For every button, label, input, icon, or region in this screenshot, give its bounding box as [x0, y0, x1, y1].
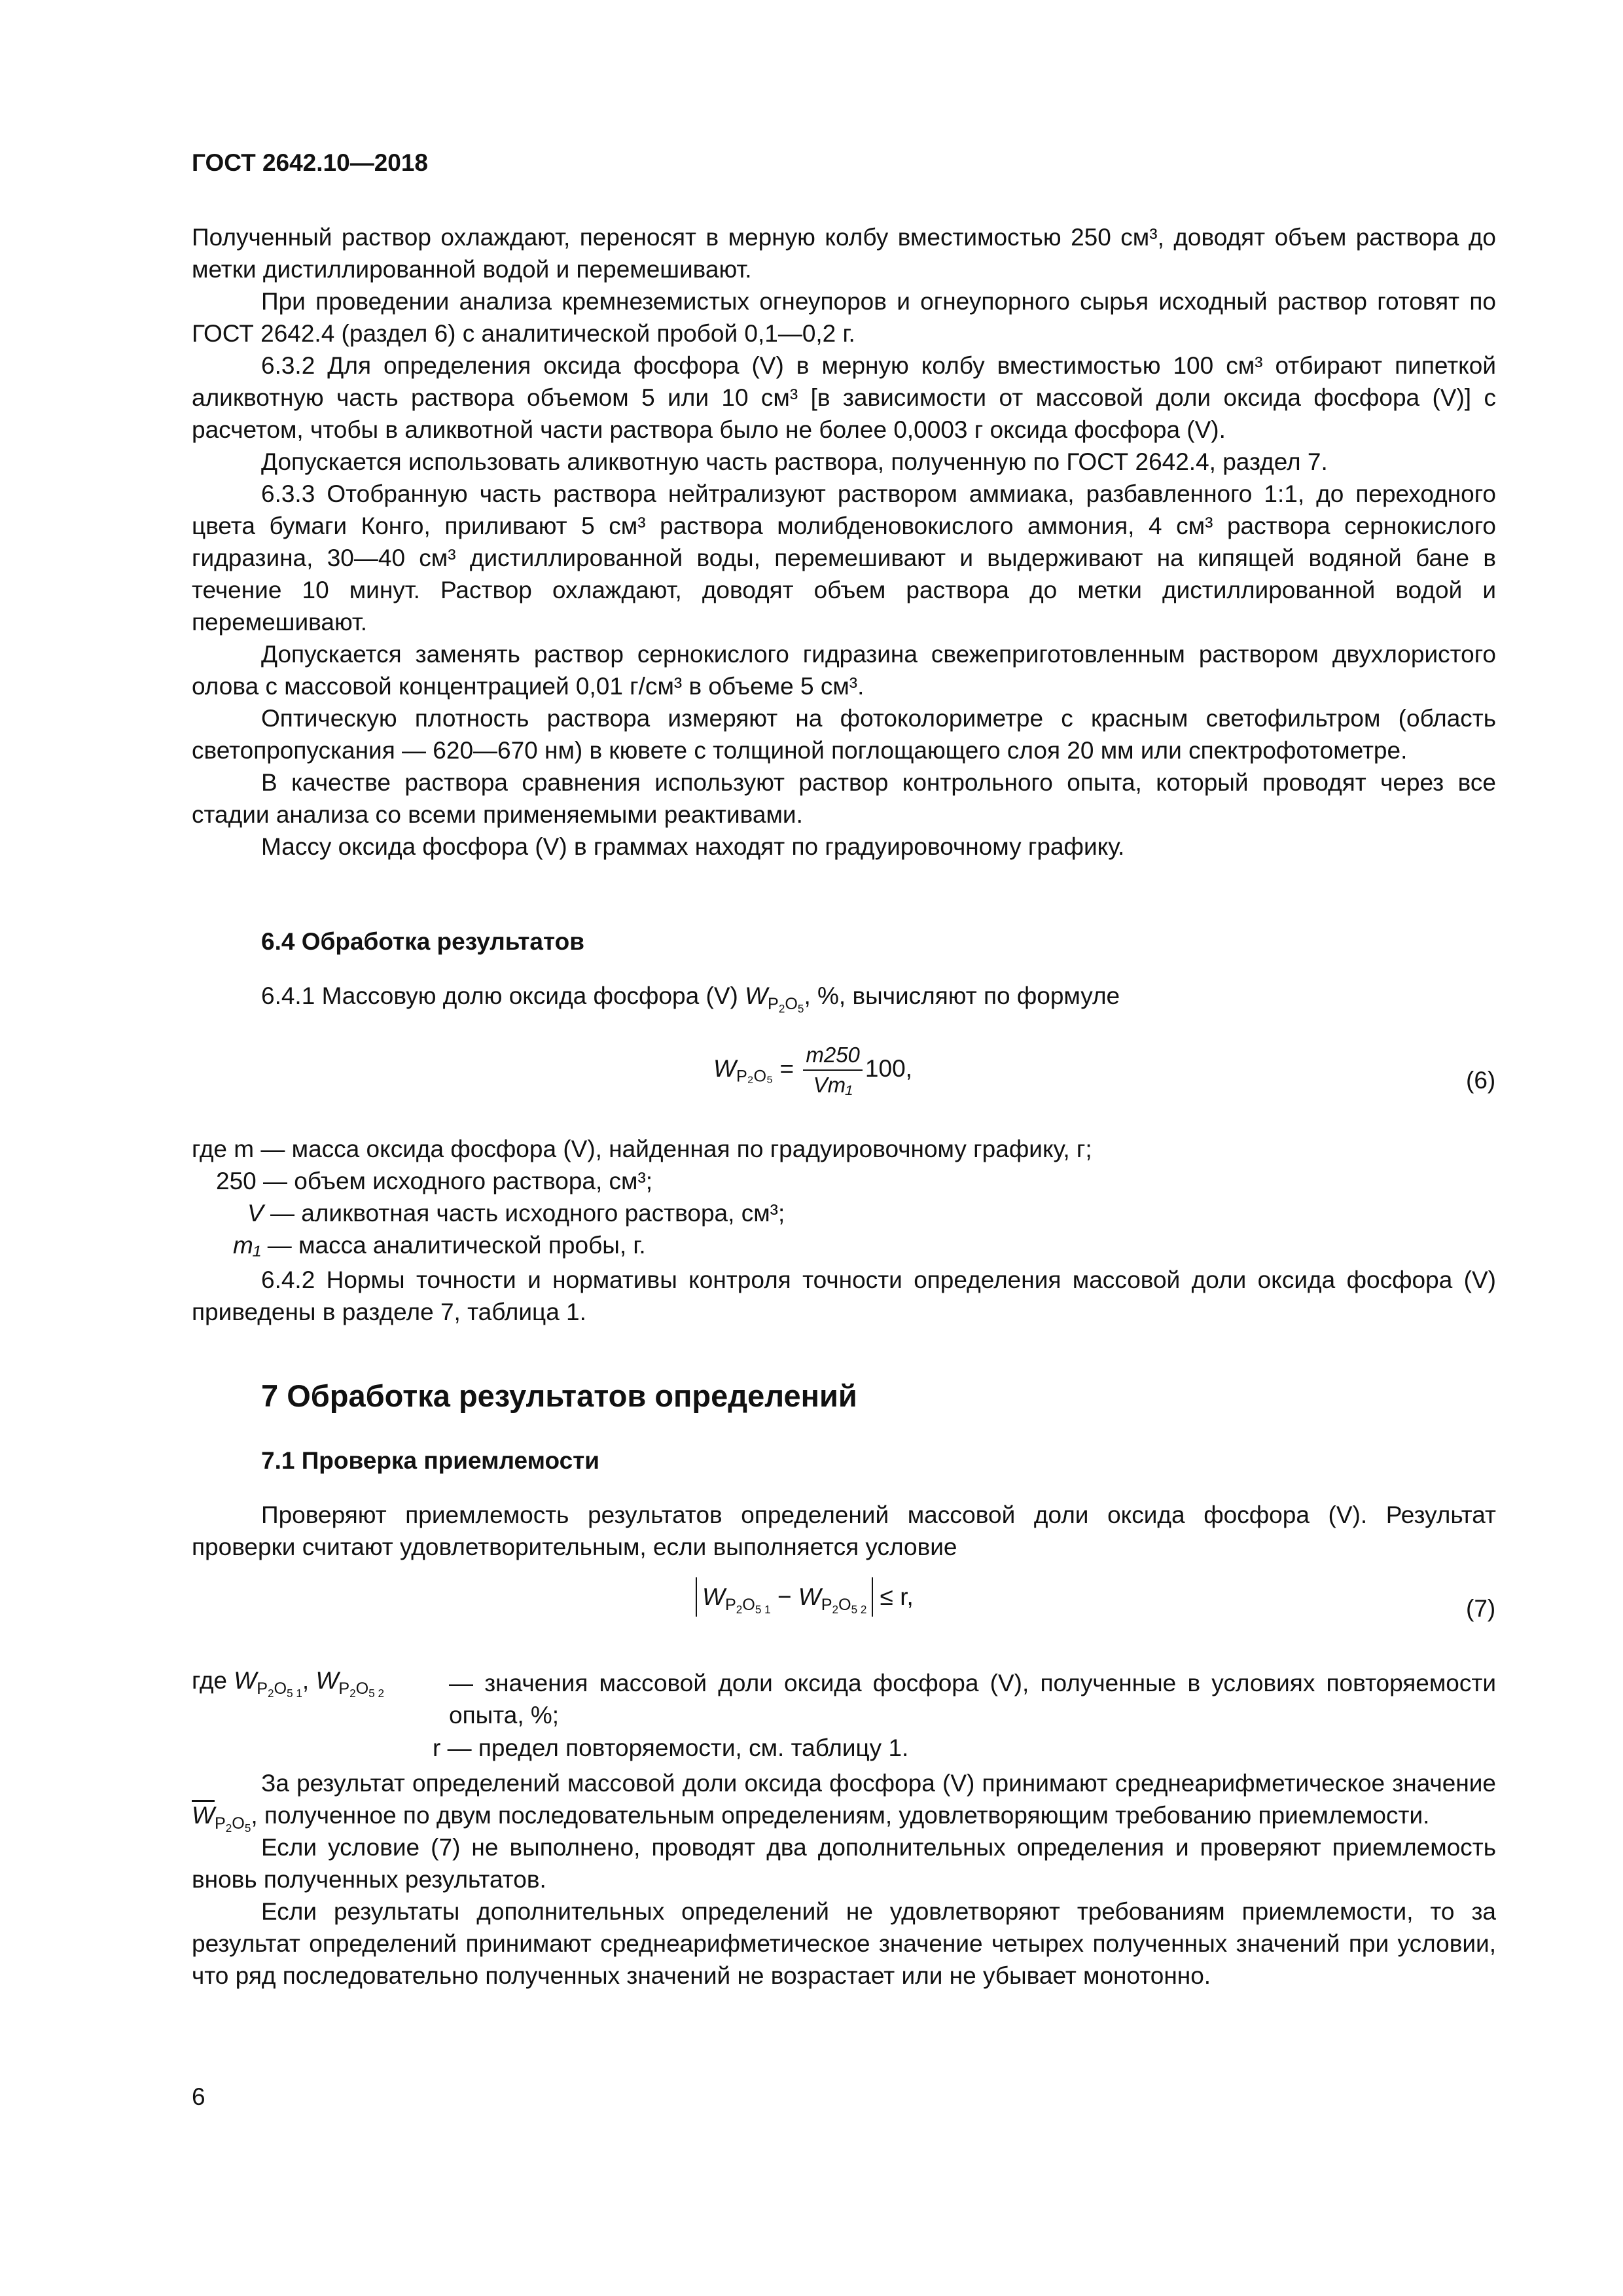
legend-row: 250 — объем исходного раствора, см³;: [216, 1168, 653, 1194]
section-7-text: За результат определений массовой доли оксида фосфора (V) принимают среднеарифметическое значение $\overline{W}_{P_2O_5}$, полученное по двум последовательным определениям, удовлетворяющим требованию приемлемости. Если условие (7) не выполнено, проводят два дополнительных определения и проверяют приемлемость вновь полученных результатов. Если результаты дополнительных определений не удовлетворяют требованиям приемлемости, то за результат определений принимают среднеарифметическое значение четырех полученных значений при условии, что ряд последовательно полученных значений не возрастает или не убывает монотонно.: [192, 1767, 1496, 1992]
paragraph: Массу оксида фосфора (V) в граммах находят по градуировочному графику.: [261, 833, 1125, 860]
paragraph-6-4-1: 6.4.1 Массовую долю оксида фосфора (V) $W_{P_2O_5}$, %, вычисляют по формуле: [261, 982, 1120, 1015]
legend-row: где m — масса оксида фосфора (V), найденная по градуировочному графику, г;: [192, 1136, 1092, 1162]
page-number: 6: [192, 2083, 205, 2110]
paragraph: Если результаты дополнительных определений не удовлетворяют требованиям приемлемости, то за результат определений принимают среднеарифметическое значение четырех полученных значений при условии, что ряд последовательно полученных значений не возрастает или не убывает монотонно.: [192, 1898, 1496, 1989]
equation-number-6: (6): [1466, 1067, 1496, 1094]
legend-row: m₁ — масса аналитической пробы, г.: [233, 1232, 646, 1259]
paragraph: Допускается использовать аликвотную часть раствора, полученную по ГОСТ 2642.4, раздел 7.: [261, 448, 1328, 475]
section-heading-6-4: 6.4 Обработка результатов: [261, 928, 584, 955]
paragraph: Допускается заменять раствор сернокислого гидразина свежеприготовленным раствором двухлористого олова с массовой концентрацией 0,01 г/см³ в объеме 5 см³.: [192, 641, 1496, 700]
paragraph: Полученный раствор охлаждают, переносят в мерную колбу вместимостью 250 см³, доводят объем раствора до метки дистиллированной водой и перемешивают.: [192, 224, 1496, 283]
section-heading-7: 7 Обработка результатов определений: [261, 1378, 857, 1413]
paragraph: 6.3.2 Для определения оксида фосфора (V) в мерную колбу вместимостью 100 см³ отбирают пипеткой аликвотную часть раствора объемом 5 или 10 см³ [в зависимости от массовой доли оксида фосфора (V)] с расчетом, чтобы в аликвотной части раствора было не более 0,0003 г оксида фосфора (V).: [192, 352, 1496, 443]
legend-row: V — аликвотная часть исходного раствора, см³;: [247, 1200, 785, 1227]
paragraph: Если условие (7) не выполнено, проводят два дополнительных определения и проверяют приемлемость вновь полученных результатов.: [192, 1834, 1496, 1893]
formula-fraction: $\frac{m250}{\text{Vm₁}}$: [803, 1041, 863, 1100]
equation-number-7: (7): [1466, 1595, 1496, 1622]
paragraph-7-1: Проверяют приемлемость результатов определений массовой доли оксида фосфора (V). Результат проверки считают удовлетворительным, если выполняется условие: [192, 1501, 1496, 1560]
formula-7: $W_{P_2O_{5 1}} - W_{P_2O_{5 2}} \le r$,: [696, 1577, 914, 1617]
paragraph: В качестве раствора сравнения используют раствор контрольного опыта, который проводят через все стадии анализа со всеми применяемыми реактивами.: [192, 769, 1496, 828]
legend-row: r — предел повторяемости, см. таблицу 1.: [433, 1734, 909, 1761]
paragraph: При проведении анализа кремнеземистых огнеупоров и огнеупорного сырья исходный раствор готовят по ГОСТ 2642.4 (раздел 6) с аналитической пробой 0,1—0,2 г.: [192, 288, 1496, 347]
document-header: ГОСТ 2642.10—2018: [192, 149, 429, 176]
formula-6: $W_{P_2O_5}$ = $\frac{m250}{\text{Vm₁}}$ 100,: [713, 1041, 912, 1100]
paragraph-6-4-2: 6.4.2 Нормы точности и нормативы контроля точности определения массовой доли оксида фосфора (V) приведены в разделе 7, таблица 1.: [192, 1266, 1496, 1325]
paragraph: Оптическую плотность раствора измеряют на фотоколориметре с красным светофильтром (область светопропускания — 620—670 нм) в кювете с толщиной поглощающего слоя 20 мм или спектрофотометре.: [192, 705, 1496, 764]
paragraph: 6.3.3 Отобранную часть раствора нейтрализуют раствором аммиака, разбавленного 1:1, до переходного цвета бумаги Конго, приливают 5 см³ раствора молибденовокислого аммония, 4 см³ раствора сернокислого гидразина, 30—40 см³ дистиллированной воды, перемешивают и выдерживают на кипящей водяной бане в течение 10 минут. Раствор охлаждают, доводят объем раствора до метки дистиллированной водой и перемешивают.: [192, 480, 1496, 636]
section-heading-7-1: 7.1 Проверка приемлемости: [261, 1447, 600, 1474]
legend-row: где $W_{P_2O_{5 1}}$, $W_{P_2O_{5 2}}$: [192, 1667, 385, 1700]
section-6-3-text: [192, 221, 1496, 863]
legend-text: — значения массовой доли оксида фосфора (V), полученные в условиях повторяемости опыта, %;: [449, 1670, 1496, 1729]
